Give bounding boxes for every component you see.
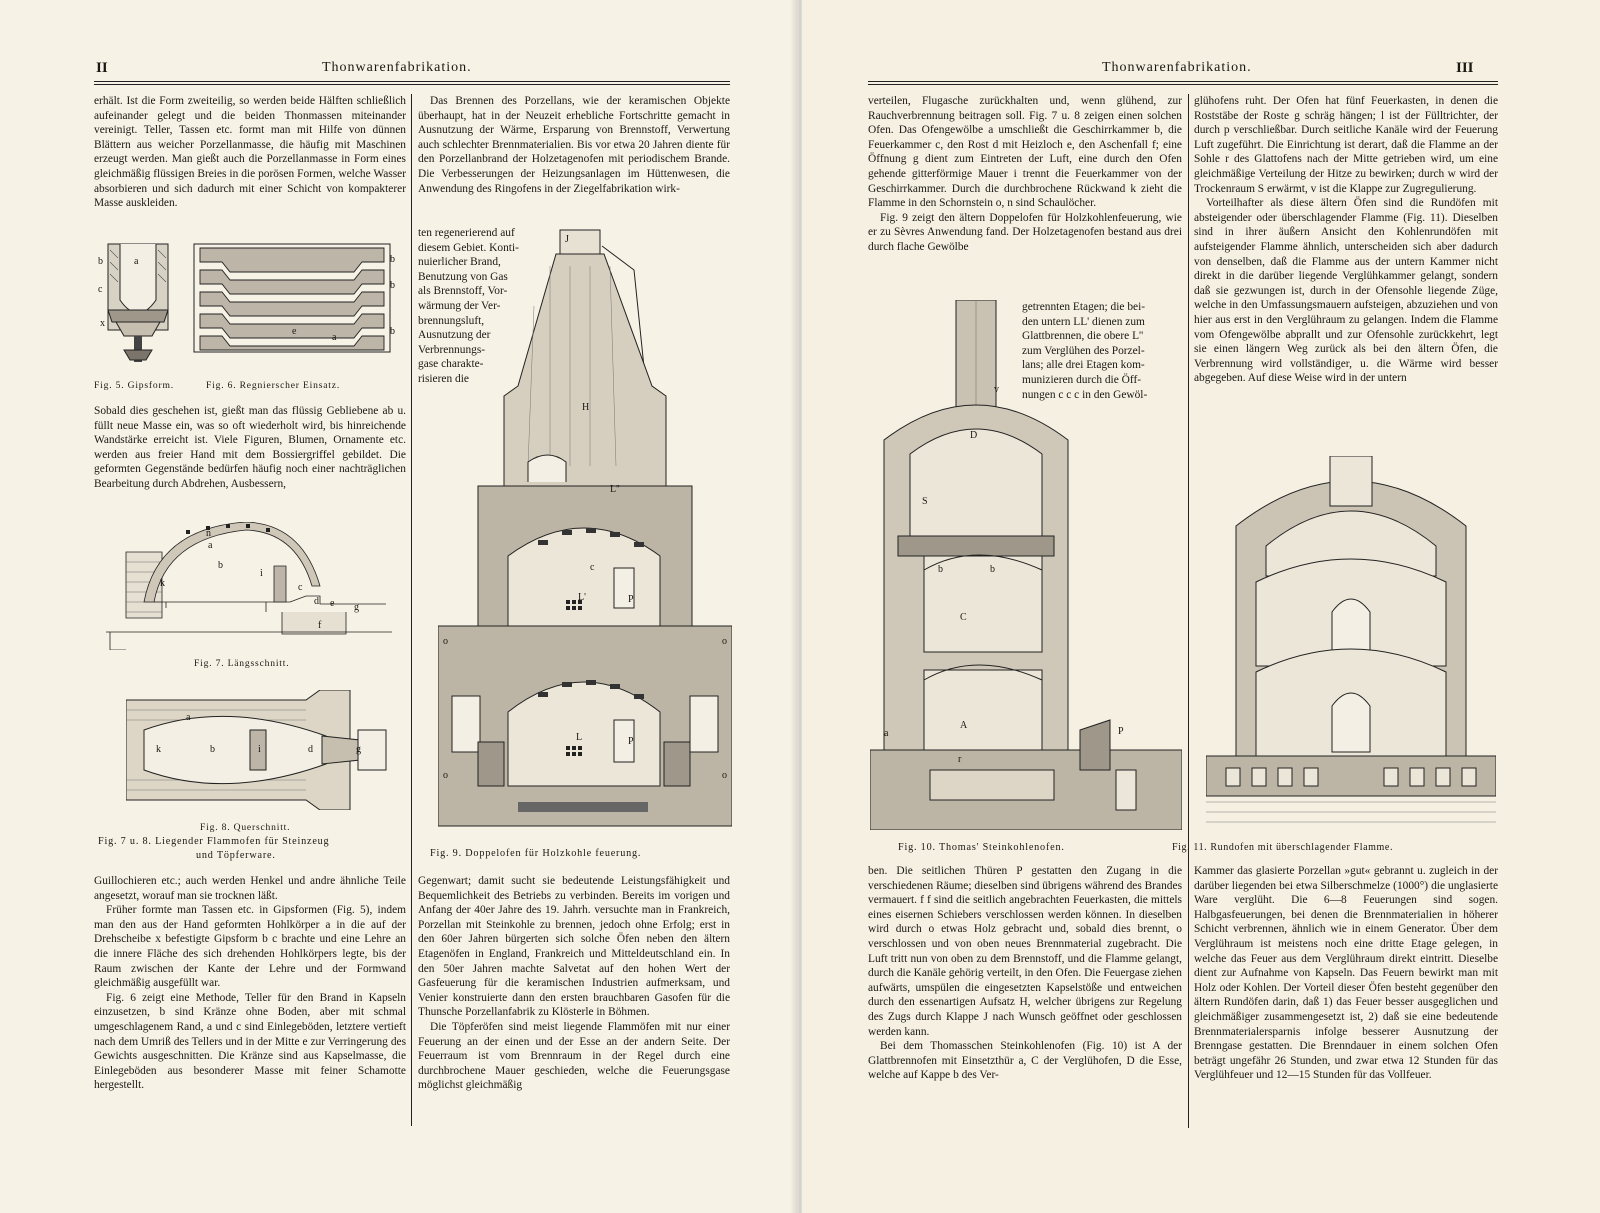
figure-label: r bbox=[958, 754, 962, 765]
figure-label: o bbox=[722, 770, 727, 781]
figure-10-thomas-steinkohlenofen bbox=[870, 300, 1182, 830]
figure-label: b bbox=[390, 254, 395, 265]
figure-label: a bbox=[186, 712, 191, 723]
figure-label: c bbox=[98, 284, 103, 295]
column-separator bbox=[1188, 94, 1189, 1128]
text-line: Ausnutzung der bbox=[418, 329, 491, 342]
running-title-left: Thonwarenfabrikation. bbox=[322, 60, 472, 75]
text-line: getrennten Etagen; die bei- bbox=[1022, 301, 1146, 313]
paragraph: Kammer das glasierte Porzellan »gut« gebrannt u. zugleich in der darüber liegenden bei etwa Silberschmelze (1000°) die unglasierte Ware verglüht. Die 6—8 Feuerungen sind sogen. Halbgasfeuerungen, bei denen die Brennmaterialien in höherer Schicht verbrennen, ähnlich wie in einem Generator. Über dem Verglühraum ist meistens noch eine dritte Etage gelegen, in welche das Feuer aus dem Verglühraum direkt eintritt. Dieselbe dient zur Aufnahme von Kapseln. Das Feuern bewirkt man mit Holz oder Kohlen. Der Vorteil dieser Öfen besteht gegenüber den ältern Rundöfen darin, daß 1) das Feuer besser ausgeglichen und gleichmäßiger zusammengesetzt ist, 2) daß sie eine bedeutende Brennmaterialersparnis infolge besserer Ausnutzung der Brenngase gestatten. Die Brenndauer in einem solchen Ofen beträgt ungefähr 26 Stunden, und zwar etwa 12 Stunden für das Verglühfeuer und 12—15 Stunden für das Vollfeuer. bbox=[1194, 865, 1498, 1082]
column-1-text bbox=[94, 94, 406, 211]
page-number-right: III bbox=[1456, 60, 1474, 76]
text-line: Glattbrennen, die obere L'' bbox=[1022, 330, 1144, 343]
figure-6-regnierscher-einsatz bbox=[192, 242, 392, 354]
figure-label: d bbox=[314, 596, 319, 607]
text-line: lans; alle drei Etagen kom- bbox=[1022, 359, 1145, 372]
figure-7-8-caption: und Töpferware. bbox=[196, 850, 276, 861]
paragraph: Früher formte man Tassen etc. in Gipsformen (Fig. 5), indem man den aus der Hand geformten Hohlkörper a in die auf der Drehscheibe x befestigte Gipsform b c brachte und eine Lehre an die innere Fläche des sich drehenden Hohlkörpers legte, bis der Raum zwischen der Kante der Lehre und der Formwand gleichmäßig ausgefüllt war. bbox=[94, 904, 406, 990]
figure-label: o bbox=[443, 770, 448, 781]
figure-label: b bbox=[990, 564, 995, 575]
text-line: als Brennstoff, Vor- bbox=[418, 285, 508, 298]
figure-label: a bbox=[332, 332, 337, 343]
figure-9-doppelofen bbox=[438, 226, 732, 836]
figure-6-caption: Fig. 6. Regnierscher Einsatz. bbox=[206, 380, 341, 391]
column-4-text bbox=[1194, 94, 1498, 386]
figure-label: i bbox=[258, 744, 261, 755]
figure-label: b bbox=[390, 280, 395, 291]
running-title-right: Thonwarenfabrikation. bbox=[1102, 60, 1252, 75]
text-line: munizieren durch die Öff- bbox=[1022, 373, 1142, 386]
column-4-text bbox=[1194, 864, 1498, 1083]
figure-11-rundofen bbox=[1206, 456, 1496, 828]
figure-label: H bbox=[582, 402, 590, 413]
figure-label: b bbox=[938, 564, 943, 575]
text-line: den untern LL' dienen zum bbox=[1022, 315, 1145, 328]
figure-label: k bbox=[156, 744, 161, 755]
header-rule bbox=[94, 84, 730, 85]
figure-label: x bbox=[100, 318, 105, 329]
paragraph: Die Töpferöfen sind meist liegende Flammöfen mit nur einer Feuerung an der einen und der Esse an der andern Seite. Der Feuerraum ist vom Brennraum in der Regel durch eine durchbrochene Mauer geschieden, welche die Feuerungsgase möglichst gleichmäßig bbox=[418, 1020, 730, 1092]
figure-10-caption: Fig. 10. Thomas' Steinkohlenofen. bbox=[898, 842, 1065, 853]
figure-label: v bbox=[994, 384, 999, 395]
figure-label: g bbox=[356, 744, 361, 755]
paragraph: verteilen, Flugasche zurückhalten und, wenn glühend, zur Rauchverbrennung beitragen soll. Fig. 7 u. 8 zeigen einen solchen Ofen. Das Ofengewölbe a umschließt die Geschirrkammer b, die Feuerkammer c, den Rost d mit Heizloch e, den Aschenfall f; eine Öffnung g dient zum Eintreten der Luft, eine durch den Ofen gehende gitterförmige Mauer i trennt die Feuerkammer von der Geschirrkammer. Durch die durchbrochene Rückwand k zieht die Flamme in den Schornstein o, n sind Schaulöcher. bbox=[868, 95, 1182, 210]
figure-label: a bbox=[134, 256, 139, 267]
paragraph: Sobald dies geschehen ist, gießt man das flüssig Gebliebene ab u. füllt neue Masse ein, was so oft wiederholt wird, bis hinreichende Wandstärke erreicht ist. Viele Figuren, Blumen, Ornamente etc. werden aus freier Hand mit dem Bossiergriffel gebildet. Die geformten Gegenstände bedürfen häufig noch einer nachträglichen Bearbeitung durch Abdrehen, Ausbessern, bbox=[94, 405, 406, 490]
paragraph: Fig. 9 zeigt den ältern Doppelofen für Holzkohlenfeuerung, wie er zu Sèvres Anwendung fand. Der Holzetagenofen bestand aus drei durch flache Gewölbe bbox=[868, 211, 1182, 253]
figure-label: e bbox=[330, 598, 335, 609]
figure-label: a bbox=[208, 540, 213, 551]
figure-7-caption: Fig. 7. Längsschnitt. bbox=[194, 658, 290, 669]
header-rule bbox=[94, 81, 730, 82]
text-line: brennungsluft, bbox=[418, 314, 485, 327]
paragraph: Vorteilhafter als diese ältern Öfen sind die Rundöfen mit absteigender oder überschlagender Flamme (Fig. 11). Dieselben sind in ihrer äußern Ansicht den Kohlenrundöfen mit aufsteigender Flamme ähnlich, unterscheiden sich aber dadurch von denselben, daß die Flamme aus der untern Kammer nicht direkt in die darüber liegende Verglühkammer gelangt, sondern daß sie gezwungen ist, durch in der Ofensohle liegende Züge, welche in den Umfassungsmauern aufsteigen, abzuziehen und von hier aus erst in den Verglühraum zu gelangen. Indem die Flamme vom Ofengewölbe abprallt und zur Ofensohle zurückkehrt, legt sie einen längern Weg zurück als bei den ältern Öfen, die Verbrennung wird vollständiger, u. die Wärme wird besser abgegeben. Auf diese Weise wird in der untern bbox=[1194, 197, 1498, 385]
header-rule bbox=[868, 84, 1498, 85]
figure-9-caption: Fig. 9. Doppelofen für Holzkohle feuerung. bbox=[430, 848, 642, 859]
text-line: gase charakte- bbox=[418, 358, 484, 371]
figure-label: P bbox=[1118, 726, 1124, 737]
column-1-text bbox=[94, 874, 406, 1093]
figure-label: b bbox=[390, 326, 395, 337]
left-page bbox=[0, 0, 798, 1213]
text-line: zum Verglühen des Porzel- bbox=[1022, 344, 1145, 357]
text-line: risieren die bbox=[418, 372, 469, 385]
figure-label: i bbox=[260, 568, 263, 579]
figure-label: o bbox=[443, 636, 448, 647]
figure-label: b bbox=[210, 744, 215, 755]
figure-label: e bbox=[292, 326, 297, 337]
figure-label: L' bbox=[578, 592, 586, 603]
figure-label: J bbox=[565, 234, 569, 245]
text-line: ten regenerierend auf bbox=[418, 227, 515, 239]
paragraph: Das Brennen des Porzellans, wie der keramischen Objekte überhaupt, hat in der Neuzeit erhebliche Fortschritte gemacht in Ausnutzung der Wärme, Ersparung von Brennstoff, Verwertung auch schlechter Brennmaterialien. Bis vor etwa 20 Jahren diente für den Porzellanbrand der Holzetagenofen mit periodischem Brande. Die Verbesserungen der Heizungsanlagen im Hüttenwesen, die Anwendung des Ringofens in der Ziegelfabrikation wirk- bbox=[418, 95, 730, 195]
text-line: wärmung der Ver- bbox=[418, 299, 501, 312]
figure-label: L'' bbox=[610, 484, 620, 495]
figure-label: P bbox=[628, 736, 634, 747]
figure-label: D bbox=[970, 430, 978, 441]
figure-label: P bbox=[628, 594, 634, 605]
figure-label: L bbox=[576, 732, 583, 743]
figure-label: o bbox=[722, 636, 727, 647]
figure-7-laengsschnitt bbox=[106, 522, 392, 650]
figure-label: C bbox=[960, 612, 967, 623]
column-3-text bbox=[868, 94, 1182, 255]
figure-label: k bbox=[160, 578, 165, 589]
text-line: Benutzung von Gas bbox=[418, 270, 508, 283]
figure-label: b bbox=[98, 256, 103, 267]
figure-11-caption: Fig. 11. Rundofen mit überschlagender Flamme. bbox=[1172, 842, 1394, 853]
figure-label: c bbox=[590, 562, 595, 573]
figure-label: d bbox=[308, 744, 313, 755]
column-1-text bbox=[94, 404, 406, 492]
paragraph: Fig. 6 zeigt eine Methode, Teller für den Brand in Kapseln einzusetzen, b sind Kränze ohne Boden, aber mit schmal umgeschlagenem Rand, a und c sind Einlegeböden, letztere vertieft nach dem Umriß des Tellers und in der Mitte e zur Verringerung des Gewichts ausgeschnitten. Die Kränze sind aus Kapselmasse, die Einlegeböden aus besonderer Masse mit feiner Schamotte hergestellt. bbox=[94, 991, 406, 1092]
figure-label: A bbox=[960, 720, 968, 731]
figure-8-querschnitt bbox=[126, 690, 388, 810]
column-2-text bbox=[418, 874, 730, 1093]
text-line: nungen c c c in den Gewöl- bbox=[1022, 388, 1148, 401]
header-rule bbox=[868, 81, 1498, 82]
figure-label: S bbox=[922, 496, 928, 507]
paragraph: Guillochieren etc.; auch werden Henkel und andre ähnliche Teile angesetzt, worauf man sie trocknen läßt. bbox=[94, 875, 406, 902]
column-3-text bbox=[868, 864, 1182, 1083]
right-page bbox=[802, 0, 1600, 1213]
paragraph: Gegenwart; damit sucht sie bedeutende Leistungsfähigkeit und Bequemlichkeit des Betriebs zu verbinden. Bereits im vorigen und Anfang der 40er Jahre des 19. Jahrh. versuchte man in Frankreich, Porzellan mit Steinkohle zu brennen, jedoch ohne Erfolg; erst in den 60er Jahren bürgerten sich solche Öfen neben den ältern Etagenöfen in England, Frankreich und Mitteldeutschland ein. In den 50er Jahren machte Salvetat auf den hohen Wert der Gasfeuerung für die keramischen Industrien aufmerksam, und Venier konstruierte dann den ersten brauchbaren Gasofen für die Thunsche Porzellanfabrik zu Klösterle in Böhmen. bbox=[418, 875, 730, 1019]
paragraph: erhält. Ist die Form zweiteilig, so werden beide Hälften schließlich aufeinander gelegt und die beiden Thonmassen miteinander vereinigt. Teller, Tassen etc. formt man mit Hilfe von dünnen Blättern aus weicher Porzellanmasse, die häufig mit Maschinen erzeugt werden. Man gießt auch die Porzellanmasse in Form eines gleichmäßig flüssigen Breies in die porösen Formen, welche Wasser absorbieren und sich dadurch mit einer Schicht von kompakterer Masse auskleiden. bbox=[94, 95, 406, 210]
text-line: nuierlicher Brand, bbox=[418, 256, 501, 269]
paragraph: glühofens ruht. Der Ofen hat fünf Feuerkasten, in denen die Roststäbe der Roste g schräg hängen; l ist der Fülltrichter, der durch p verschließbar. Durch seitliche Kanäle wird der Feuerung Luft zugeführt. Die Einrichtung ist derart, daß die Flamme an der Sohle r des Glattofens nach der Mitte getrieben wird, um eine gleichmäßige Verteilung der Hitze zu bewirken; durch w wird der Trockenraum S erwärmt, v ist die Klappe zur Zugregulierung. bbox=[1194, 95, 1498, 195]
page-number-left: II bbox=[96, 60, 108, 76]
figure-label: c bbox=[298, 582, 303, 593]
paragraph: ben. Die seitlichen Thüren P gestatten den Zugang in die verschiedenen Räume; dieselben sind übrigens während des Brandes vermauert. f f sind die seitlich angebrachten Feuerkasten, die mittels eines eisernen Schiebers verschlossen werden können. In dieselben wird durch o etwas Holz gebracht und, sobald dies brennt, o verschlossen und von oben neues Brennmaterial zugebracht. Die Luft tritt nun von oben zu dem Brennstoff, und die Flamme gelangt, durch die Kanäle gehörig verteilt, in den Ofen. Die Feuergase ziehen aufwärts, umspülen die eingesetzten Kapselstöße und entweichen durch den essenartigen Aufsatz H, welcher übrigens zur Regelung des Zugs durch Klappe J nach Wunsch geöffnet oder geschlossen werden kann. bbox=[868, 865, 1182, 1038]
figure-7-8-caption: Fig. 7 u. 8. Liegender Flammofen für Steinzeug bbox=[98, 836, 330, 847]
figure-5-caption: Fig. 5. Gipsform. bbox=[94, 380, 174, 391]
figure-label: f bbox=[318, 620, 322, 631]
column-2-text bbox=[418, 94, 730, 196]
figure-label: n bbox=[206, 528, 211, 539]
figure-label: b bbox=[218, 560, 223, 571]
text-line: diesem Gebiet. Konti- bbox=[418, 241, 519, 254]
column-separator bbox=[411, 94, 412, 1126]
figure-label: a bbox=[884, 728, 889, 739]
paragraph: Bei dem Thomasschen Steinkohlenofen (Fig. 10) ist A der Glattbrennofen mit Einsetzthür a, C der Verglühofen, D die Esse, welche auf Kappe b des Ver- bbox=[868, 1040, 1182, 1082]
figure-label: g bbox=[354, 602, 359, 613]
figure-8-caption: Fig. 8. Querschnitt. bbox=[200, 822, 291, 833]
text-line: Verbrennungs- bbox=[418, 343, 486, 356]
